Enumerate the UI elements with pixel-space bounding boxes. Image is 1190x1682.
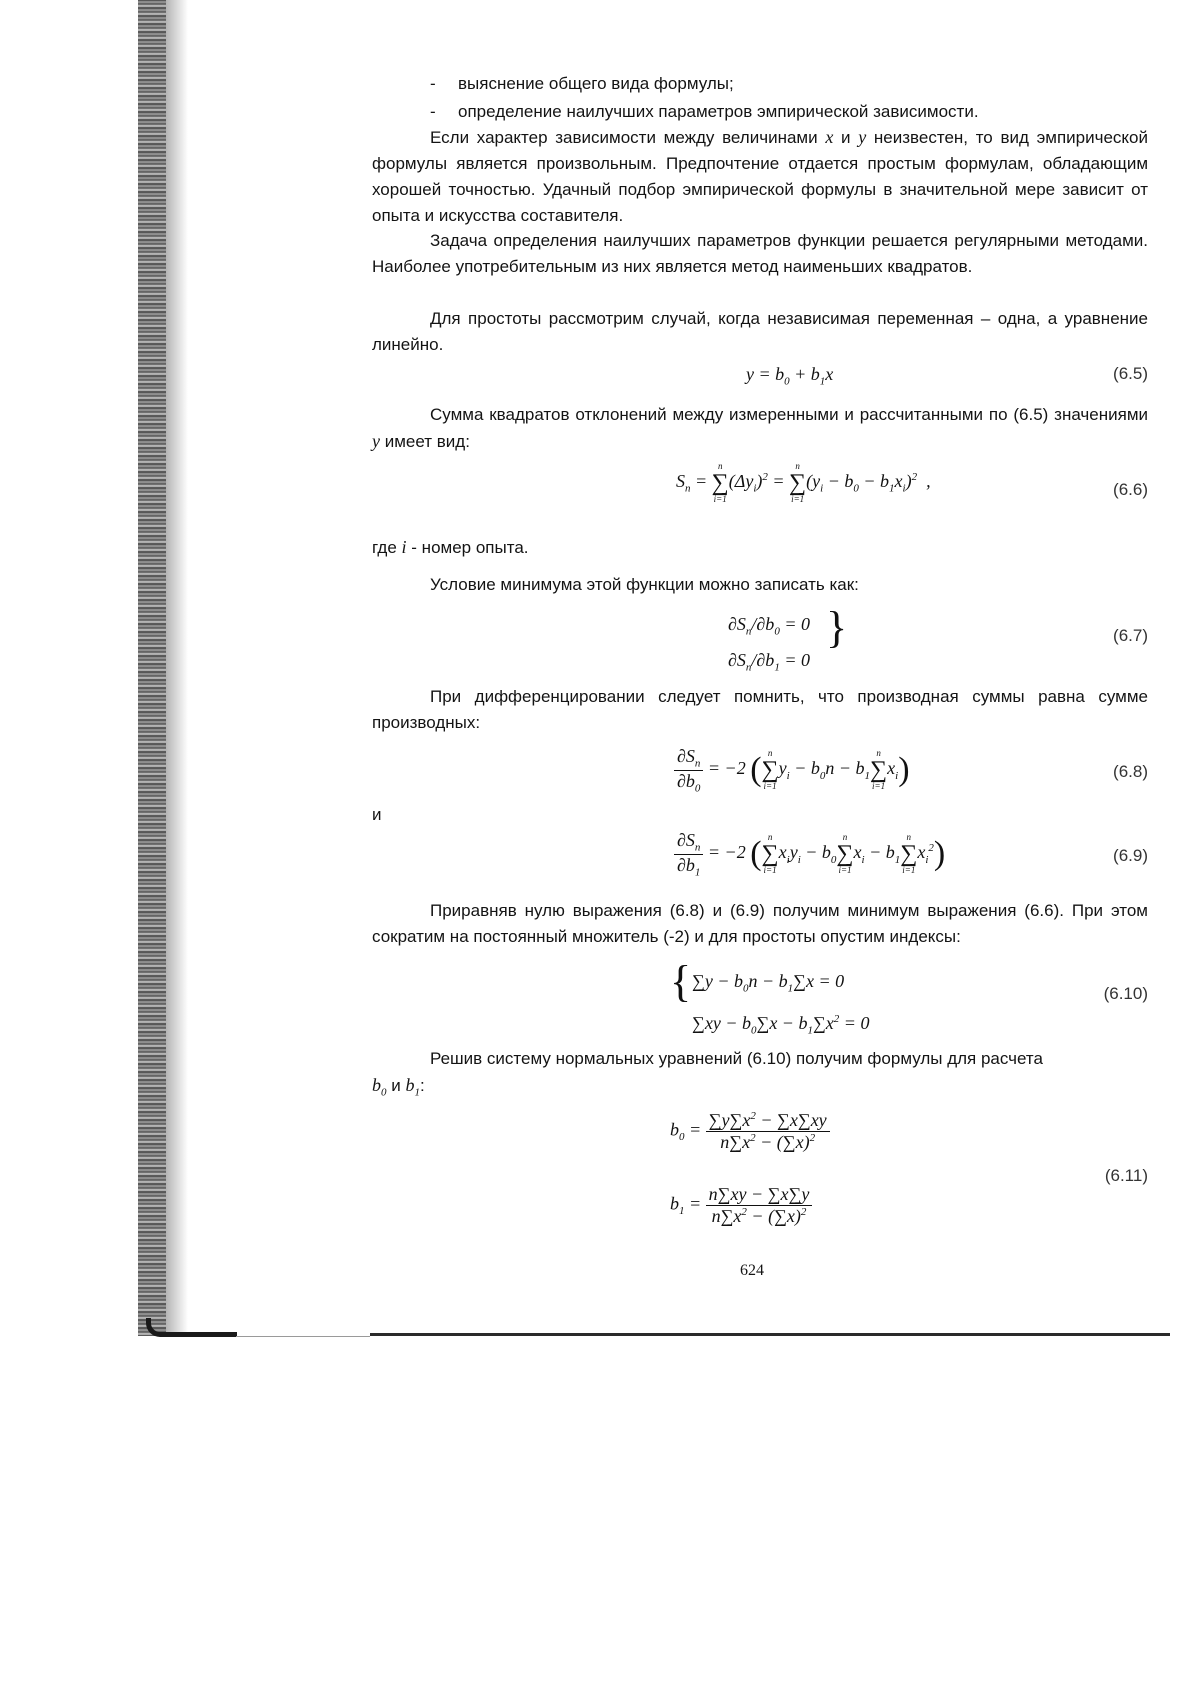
- equation-number: (6.9): [1113, 846, 1148, 865]
- equation-number: (6.8): [1113, 762, 1148, 781]
- book-binding-shadow: [138, 0, 166, 1336]
- equation-number: (6.10): [1103, 984, 1148, 1003]
- paragraph-empirical-formula: Если характер зависимости между величинами x и y неизвестен, то вид эмпирической формулы является произвольным. Предпочтение отдается простым формулам, обладающим хорошей точностью. Удачный подбор эмпирической формулы в значительной мере зависит от опыта и искусства составителя.: [372, 127, 1148, 225]
- paragraph-parameters: Задача определения наилучших параметров функции решается регулярными методами. Наиболее употребительным из них является метод наименьших квадратов.: [372, 231, 1148, 276]
- brace-left: {: [670, 957, 692, 1006]
- equation-number: (6.6): [1113, 480, 1148, 499]
- page-bottom-edge: [370, 1333, 1170, 1336]
- equation-6-7: $\partial S_n/\partial b_0 = 0$ $\partial S_n/\partial b_1 = 0$: [728, 614, 810, 674]
- bullet-marker: -: [430, 74, 436, 93]
- bullet-marker: -: [430, 102, 436, 121]
- equation-number: (6.11): [1104, 1166, 1148, 1185]
- binding-gradient: [166, 0, 188, 1336]
- equation-6-11-b1: $b_1$ = $\frac{n\sum xy - \sum x\sum y}{n\sum x^2 - (\sum x)^2}$: [670, 1184, 812, 1227]
- equation-6-10: $\sum y - b_0n - b_1\sum x = 0$ $\sum xy - b_0\sum x - b_1\sum x^2 = 0$: [692, 971, 870, 1037]
- page-bottom-edge-faint: [236, 1336, 370, 1337]
- bullet-item: - выяснение общего вида формулы;: [430, 71, 734, 97]
- equation-6-11-b0: $b_0$ = $\frac{\sum y\sum x^2 - \sum x\sum xy}{n\sum x^2 - (\sum x)^2}$: [670, 1110, 830, 1153]
- brace-right: }: [826, 603, 848, 652]
- paragraph-differentiation: При дифференцировании следует помнить, что производная суммы равна сумме производных:: [372, 687, 1148, 732]
- equation-6-9: $\frac{\partial S_n}{\partial b_1}$ = −2 ( n ∑ i=1 $x_iy_i - b_0$ n ∑ i=1 $x_i - b_1$ n ∑ i=1 $x_i^2$): [674, 830, 945, 878]
- paragraph-linear-case: Для простоты рассмотрим случай, когда независимая переменная – одна, а уравнение линейно.: [372, 309, 1148, 354]
- paragraph-minimum-condition: Условие минимума этой функции можно записать как:: [430, 575, 859, 594]
- conjunction-and: и: [372, 805, 382, 824]
- equation-6-5: $y = b_0 + b_1x$: [746, 364, 834, 388]
- page-curl-edge: [146, 1318, 237, 1337]
- paragraph-solve-system: Решив систему нормальных уравнений (6.10) получим формулы для расчета $b_0$ и $b_1$:: [372, 1049, 1043, 1099]
- bullet-item: - определение наилучших параметров эмпирической зависимости.: [430, 99, 979, 125]
- paragraph-sum-squares: Сумма квадратов отклонений между измеренными и рассчитанными по (6.5) значениями y имеет вид:: [372, 405, 1148, 451]
- equation-number: (6.5): [1113, 364, 1148, 383]
- equation-number: (6.7): [1113, 626, 1148, 645]
- paragraph-where-i: где i - номер опыта.: [372, 537, 529, 557]
- equation-6-8: $\frac{\partial S_n}{\partial b_0}$ = −2 ( n ∑ i=1 $y_i - b_0n - b_1$ n ∑ i=1 $x_i$): [674, 746, 910, 794]
- page-number: 624: [740, 1262, 764, 1279]
- equation-6-6: $S_n$ = n ∑ i=1 $(\Delta y_i)^2$ = n ∑ i=1 $(y_i - b_0 - b_1x_i)^2$ ,: [676, 461, 931, 504]
- paragraph-set-zero: Приравняв нулю выражения (6.8) и (6.9) получим минимум выражения (6.6). При этом сократим на постоянный множитель (-2) и для простоты опустим индексы:: [372, 901, 1148, 946]
